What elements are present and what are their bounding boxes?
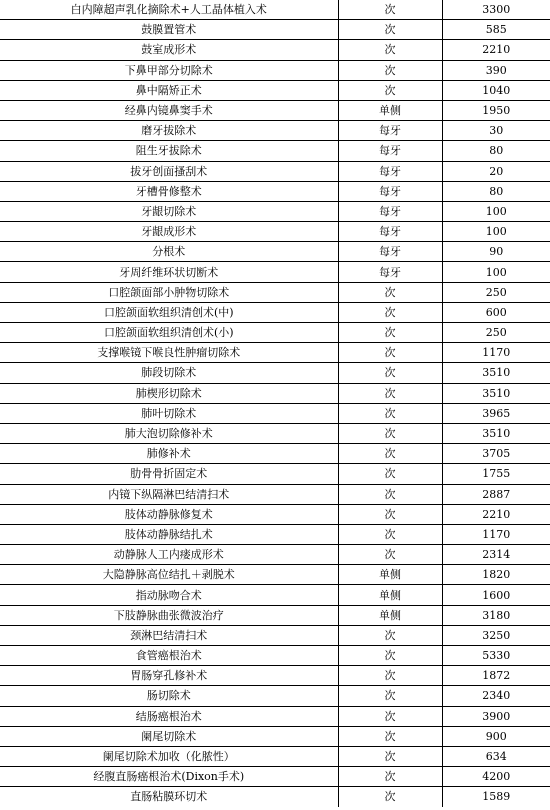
unit-cell: 次 [338,40,442,60]
procedure-name-cell: 阑尾切除术加收（化脓性） [0,746,338,766]
price-cell: 2887 [442,484,550,504]
unit-cell: 次 [338,302,442,322]
unit-cell: 次 [338,686,442,706]
procedure-name-cell: 经腹直肠癌根治术(Dixon手术) [0,767,338,787]
price-cell: 2210 [442,504,550,524]
unit-cell: 次 [338,423,442,443]
unit-cell: 次 [338,383,442,403]
procedure-name-cell: 肺叶切除术 [0,403,338,423]
procedure-name-cell: 磨牙拔除术 [0,121,338,141]
price-cell: 3510 [442,363,550,383]
unit-cell: 次 [338,706,442,726]
table-row [0,323,550,343]
price-cell: 1820 [442,565,550,585]
table-row [0,0,550,20]
procedure-name-cell: 食管癌根治术 [0,646,338,666]
unit-cell: 次 [338,403,442,423]
unit-cell: 次 [338,20,442,40]
unit-cell: 每牙 [338,201,442,221]
unit-cell: 每牙 [338,242,442,262]
procedure-name-cell: 直肠粘膜环切术 [0,787,338,807]
procedure-name-cell: 肢体动静脉修复术 [0,504,338,524]
unit-cell: 次 [338,545,442,565]
table-row [0,403,550,423]
table-row [0,262,550,282]
price-cell: 250 [442,323,550,343]
procedure-name-cell: 支撑喉镜下喉良性肿瘤切除术 [0,343,338,363]
procedure-name-cell: 结肠癌根治术 [0,706,338,726]
procedure-name-cell: 牙槽骨修整术 [0,181,338,201]
procedure-name-cell: 胃肠穿孔修补术 [0,666,338,686]
price-cell: 1170 [442,343,550,363]
unit-cell: 次 [338,363,442,383]
procedure-name-cell: 牙周纤维环状切断术 [0,262,338,282]
price-cell: 100 [442,262,550,282]
table-row [0,585,550,605]
table-row [0,282,550,302]
price-cell: 1170 [442,524,550,544]
table-row [0,726,550,746]
procedure-name-cell: 下肢静脉曲张微波治疗 [0,605,338,625]
price-cell: 3300 [442,0,550,20]
price-cell: 80 [442,141,550,161]
price-cell: 250 [442,282,550,302]
unit-cell: 次 [338,504,442,524]
table-row [0,706,550,726]
price-cell: 100 [442,222,550,242]
price-cell: 585 [442,20,550,40]
procedure-name-cell: 阑尾切除术 [0,726,338,746]
procedure-name-cell: 鼓室成形术 [0,40,338,60]
unit-cell: 单侧 [338,100,442,120]
unit-cell: 每牙 [338,181,442,201]
table-row [0,302,550,322]
unit-cell: 单侧 [338,565,442,585]
procedure-name-cell: 肺楔形切除术 [0,383,338,403]
price-cell: 2314 [442,545,550,565]
unit-cell: 次 [338,787,442,807]
procedure-name-cell: 口腔颌面部小肿物切除术 [0,282,338,302]
procedure-name-cell: 大隐静脉高位结扎＋剥脱术 [0,565,338,585]
unit-cell: 次 [338,625,442,645]
procedure-name-cell: 指动脉吻合术 [0,585,338,605]
table-row [0,524,550,544]
table-row [0,141,550,161]
procedure-name-cell: 肺段切除术 [0,363,338,383]
unit-cell: 每牙 [338,262,442,282]
table-row [0,484,550,504]
procedure-name-cell: 动静脉人工内瘘成形术 [0,545,338,565]
table-row [0,605,550,625]
unit-cell: 次 [338,767,442,787]
table-row [0,444,550,464]
unit-cell: 每牙 [338,161,442,181]
unit-cell: 单侧 [338,585,442,605]
procedure-name-cell: 牙龈切除术 [0,201,338,221]
unit-cell: 次 [338,80,442,100]
unit-cell: 每牙 [338,222,442,242]
procedure-name-cell: 肺修补术 [0,444,338,464]
price-cell: 1755 [442,464,550,484]
price-cell: 5330 [442,646,550,666]
table-row [0,787,550,807]
unit-cell: 次 [338,343,442,363]
unit-cell: 次 [338,464,442,484]
procedure-name-cell: 经鼻内镜鼻窦手术 [0,100,338,120]
price-cell: 30 [442,121,550,141]
price-cell: 3510 [442,423,550,443]
price-cell: 600 [442,302,550,322]
price-cell: 3705 [442,444,550,464]
price-cell: 3900 [442,706,550,726]
price-cell: 1600 [442,585,550,605]
unit-cell: 次 [338,323,442,343]
price-cell: 2210 [442,40,550,60]
price-cell: 3180 [442,605,550,625]
unit-cell: 单侧 [338,605,442,625]
procedure-name-cell: 鼻中隔矫正术 [0,80,338,100]
price-cell: 100 [442,201,550,221]
table-row [0,686,550,706]
procedure-name-cell: 肺大泡切除修补术 [0,423,338,443]
table-row [0,40,550,60]
unit-cell: 每牙 [338,121,442,141]
unit-cell: 次 [338,726,442,746]
procedure-name-cell: 颈淋巴结清扫术 [0,625,338,645]
procedure-name-cell: 肢体动静脉结扎术 [0,524,338,544]
procedure-name-cell: 拔牙创面搔刮术 [0,161,338,181]
procedure-name-cell: 白内障超声乳化摘除术+人工晶体植入术 [0,0,338,20]
table-row [0,666,550,686]
price-cell: 3965 [442,403,550,423]
table-row [0,363,550,383]
table-row [0,181,550,201]
unit-cell: 次 [338,0,442,20]
table-row [0,565,550,585]
procedure-name-cell: 肠切除术 [0,686,338,706]
procedure-name-cell: 阻生牙拔除术 [0,141,338,161]
unit-cell: 次 [338,746,442,766]
price-cell: 900 [442,726,550,746]
procedure-name-cell: 下鼻甲部分切除术 [0,60,338,80]
price-cell: 3250 [442,625,550,645]
price-cell: 390 [442,60,550,80]
table-row [0,161,550,181]
table-row [0,80,550,100]
table-row [0,504,550,524]
table-row [0,201,550,221]
price-cell: 1950 [442,100,550,120]
unit-cell: 次 [338,444,442,464]
table-row [0,60,550,80]
price-cell: 3510 [442,383,550,403]
table-row [0,20,550,40]
price-cell: 1589 [442,787,550,807]
table-row [0,121,550,141]
table-row [0,423,550,443]
price-cell: 634 [442,746,550,766]
unit-cell: 次 [338,524,442,544]
unit-cell: 每牙 [338,141,442,161]
unit-cell: 次 [338,666,442,686]
table-row [0,545,550,565]
unit-cell: 次 [338,646,442,666]
price-cell: 90 [442,242,550,262]
table-row [0,343,550,363]
table-row [0,242,550,262]
price-cell: 1872 [442,666,550,686]
unit-cell: 次 [338,282,442,302]
price-cell: 2340 [442,686,550,706]
procedure-name-cell: 肋骨骨折固定术 [0,464,338,484]
table-row [0,625,550,645]
table-row [0,646,550,666]
procedure-name-cell: 鼓膜置管术 [0,20,338,40]
price-cell: 80 [442,181,550,201]
procedure-name-cell: 内镜下纵隔淋巴结清扫术 [0,484,338,504]
procedure-name-cell: 口腔颌面软组织清创术(小) [0,323,338,343]
unit-cell: 次 [338,60,442,80]
price-cell: 4200 [442,767,550,787]
table-row [0,767,550,787]
price-cell: 20 [442,161,550,181]
procedure-name-cell: 口腔颌面软组织清创术(中) [0,302,338,322]
table-row [0,464,550,484]
table-row [0,746,550,766]
table-row [0,222,550,242]
table-row [0,100,550,120]
price-cell: 1040 [442,80,550,100]
unit-cell: 次 [338,484,442,504]
table-row [0,383,550,403]
procedure-name-cell: 分根术 [0,242,338,262]
procedure-name-cell: 牙龈成形术 [0,222,338,242]
